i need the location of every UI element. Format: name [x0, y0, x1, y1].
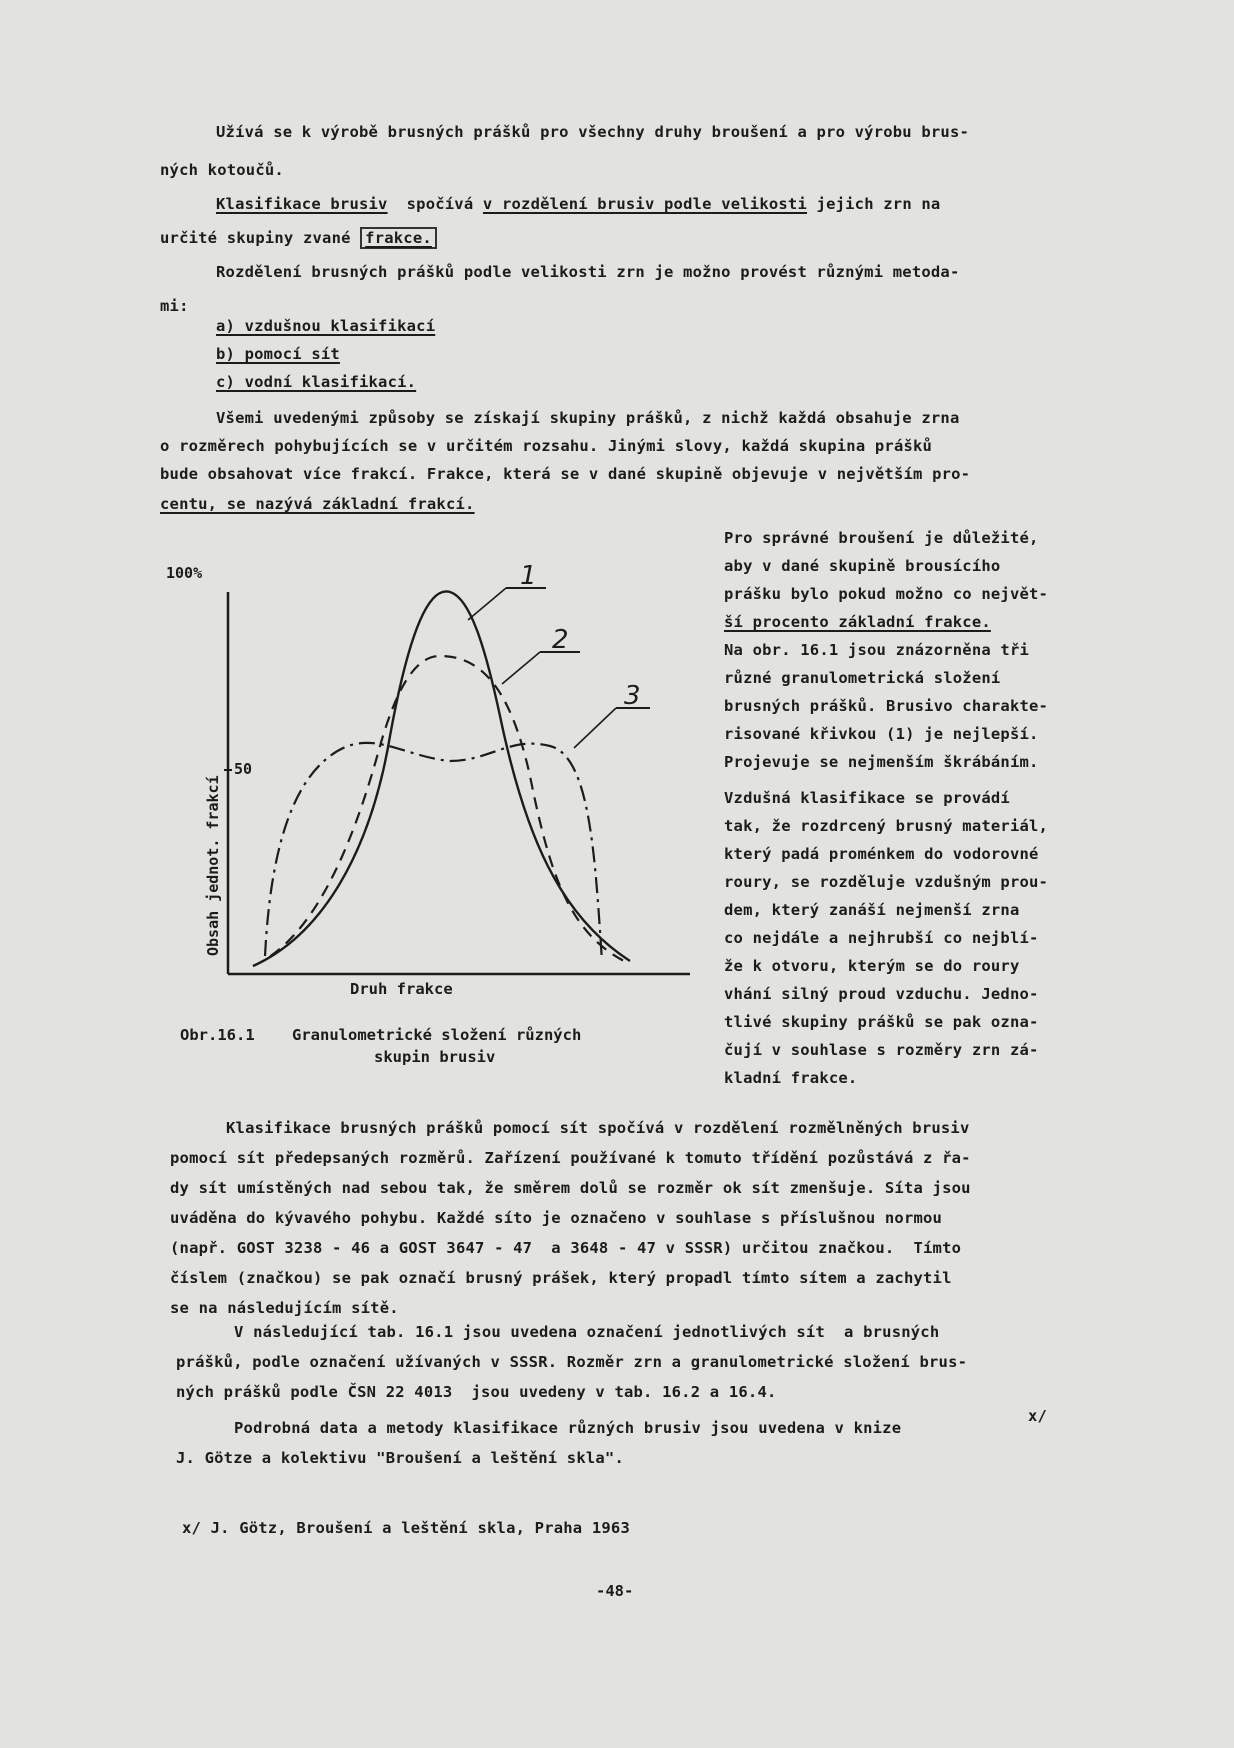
leader-line-1	[468, 588, 506, 620]
figure-caption-number: Obr.16.1	[180, 1026, 255, 1044]
text-line: bude obsahovat více frakcí. Frakce, která se v dané skupině objevuje v největším pro-	[160, 465, 971, 483]
text-line: čují v souhlase s rozměry zrn zá-	[724, 1041, 1039, 1059]
page-number: -48-	[596, 1582, 634, 1600]
term-klasifikace-brusiv: Klasifikace brusiv	[216, 195, 388, 213]
text-line: který padá proménkem do vodorovné	[724, 845, 1039, 863]
text-line: Pro správné broušení je důležité,	[724, 529, 1039, 547]
figure-caption-line1: Granulometrické složení různých	[292, 1026, 582, 1044]
figure-caption-line2: skupin brusiv	[374, 1048, 496, 1066]
text-line: dy sít umístěných nad sebou tak, že směrem dolů se rozměr ok sít zmenšuje. Síta jsou	[170, 1179, 971, 1197]
text-line: Podrobná data a metody klasifikace různých brusiv jsou uvedena v knize	[234, 1419, 902, 1437]
text-line: o rozměrech pohybujících se v určitém rozsahu. Jinými slovy, každá skupina prášků	[160, 437, 933, 455]
text-line: tlivé skupiny prášků se pak ozna-	[724, 1013, 1039, 1031]
text-line: pomocí sít předepsaných rozměrů. Zařízení používané k tomuto třídění pozůstává z řa-	[170, 1149, 971, 1167]
text-line: tak, že rozdrcený brusný materiál,	[724, 817, 1049, 835]
text-fragment: centu, se nazývá	[160, 495, 323, 513]
text-line: Rozdělení brusných prášků podle velikosti zrn je možno provést různými metoda-	[216, 263, 960, 281]
curve-label-3: 3	[624, 681, 641, 711]
text-line: se na následujícím sítě.	[170, 1299, 399, 1317]
text-line: Na obr. 16.1 jsou znázorněna tři	[724, 641, 1030, 659]
text-line: ší procento základní frakce.	[724, 613, 991, 631]
text-line: vhání silný proud vzduchu. Jedno-	[724, 985, 1039, 1003]
underlined-phrase: v rozdělení brusiv podle velikosti	[482, 195, 807, 213]
curve-label-2: 2	[552, 625, 569, 655]
text-line: uváděna do kývavého pohybu. Každé síto je označeno v souhlase s příslušnou normou	[170, 1209, 943, 1227]
text-fragment: jejich zrn na	[807, 195, 941, 213]
curve-label-1: 1	[520, 561, 537, 591]
footnote-text: x/ J. Götz, Broušení a leštění skla, Praha 1963	[182, 1519, 630, 1537]
text-line: číslem (značkou) se pak označí brusný prášek, který propadl tímto sítem a zachytil	[170, 1269, 952, 1287]
curve-2	[253, 656, 630, 966]
text-line: prášků, podle označení užívaných v SSSR. Rozměr zrn a granulometrické složení brus-	[176, 1353, 968, 1371]
text-line: risované křivkou (1) je nejlepší.	[724, 725, 1039, 743]
text-line: co nejdále a nejhrubší co nejblí-	[724, 929, 1039, 947]
text-line: Projevuje se nejmenším škrábáním.	[724, 753, 1039, 771]
text-line: Klasifikace brusných prášků pomocí sít spočívá v rozdělení rozmělněných brusiv	[226, 1119, 970, 1137]
text-line: dem, který zanáší nejmenší zrna	[724, 901, 1020, 919]
list-item: b) pomocí sít	[216, 345, 340, 363]
text-line: Užívá se k výrobě brusných prášků pro všechny druhy broušení a pro výrobu brus-	[216, 123, 970, 141]
text-line: ných kotoučů.	[160, 161, 284, 179]
y-mid-label: 50	[234, 760, 253, 778]
text-line: různé granulometrická složení	[724, 669, 1001, 687]
text-line: že k otvoru, kterým se do roury	[724, 957, 1020, 975]
text-line: kladní frakce.	[724, 1069, 858, 1087]
text-line: aby v dané skupině brousícího	[724, 557, 1001, 575]
granulometric-figure	[150, 556, 710, 976]
curve-1	[253, 591, 630, 966]
curve-3	[265, 743, 602, 961]
term-frakce: frakce.	[360, 227, 437, 249]
text-line: mi:	[160, 297, 189, 315]
text-line: Všemi uvedenými způsoby se získají skupiny prášků, z nichž každá obsahuje zrna	[216, 409, 960, 427]
leader-line-3	[574, 708, 616, 748]
text-line: prášku bylo pokud možno co největ-	[724, 585, 1049, 603]
term-zakladni-frakce: základní frakcí.	[322, 495, 475, 513]
list-item: c) vodní klasifikací.	[216, 373, 417, 391]
text-line: V následující tab. 16.1 jsou uvedena označení jednotlivých sít a brusných	[234, 1323, 940, 1341]
y-axis-label: Obsah jednot. frakcí	[204, 775, 222, 956]
text-line: roury, se rozděluje vzdušným prou-	[724, 873, 1049, 891]
text-line: J. Götze a kolektivu "Broušení a leštění skla".	[176, 1449, 624, 1467]
x-axis-label: Druh frakce	[350, 980, 453, 998]
footnote-mark: x/	[1028, 1407, 1048, 1425]
text-fragment: určité skupiny zvané	[160, 229, 361, 247]
text-line: brusných prášků. Brusivo charakte-	[724, 697, 1049, 715]
text-fragment: spočívá	[387, 195, 483, 213]
y-top-label: 100%	[166, 564, 203, 582]
text-line: ných prášků podle ČSN 22 4013 jsou uvedeny v tab. 16.2 a 16.4.	[176, 1383, 777, 1401]
list-item: a) vzdušnou klasifikací	[216, 317, 436, 335]
text-line: Vzdušná klasifikace se provádí	[724, 789, 1010, 807]
leader-line-2	[502, 652, 540, 684]
text-line: (např. GOST 3238 - 46 a GOST 3647 - 47 a 3648 - 47 v SSSR) určitou značkou. Tímto	[170, 1239, 962, 1257]
